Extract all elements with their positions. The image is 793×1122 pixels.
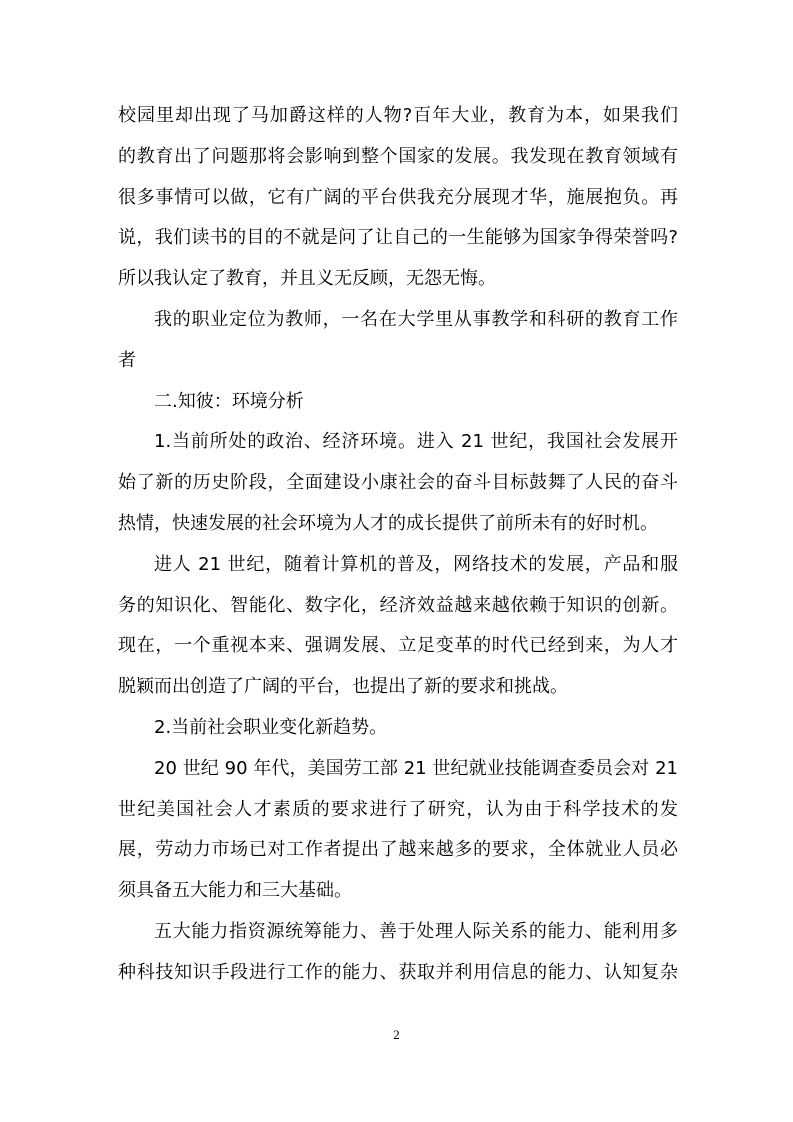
text-line: 务的知识化、智能化、数字化，经济效益越来越依赖于知识的创新。 xyxy=(118,594,678,616)
text-line: 很多事情可以做，它有广阔的平台供我充分展现才华，施展抱负。再 xyxy=(118,186,678,208)
text-line: 二.知彼：环境分析 xyxy=(154,390,304,412)
text-line: 须具备五大能力和三大基础。 xyxy=(118,880,352,902)
text-line: 进人 21 世纪，随着计算机的普及，网络技术的发展，产品和服 xyxy=(154,553,678,575)
text-line: 1.当前所处的政治、经济环境。进入 21 世纪，我国社会发展开 xyxy=(154,431,678,453)
text-line: 种科技知识手段进行工作的能力、获取并利用信息的能力、认知复杂 xyxy=(118,961,678,983)
text-line: 所以我认定了教育，并且义无反顾，无怨无悔。 xyxy=(118,268,496,290)
text-line: 校园里却出现了马加爵这样的人物?百年大业，教育为本，如果我们 xyxy=(118,105,678,126)
text-line: 始了新的历史阶段，全面建设小康社会的奋斗目标鼓舞了人民的奋斗 xyxy=(118,472,678,494)
text-line: 2.当前社会职业变化新趋势。 xyxy=(154,716,388,738)
text-line: 世纪美国社会人才素质的要求进行了研究，认为由于科学技术的发 xyxy=(118,798,678,820)
text-line: 现在，一个重视本来、强调发展、立足变革的时代已经到来，为人才 xyxy=(118,635,678,657)
text-line: 五大能力指资源统筹能力、善于处理人际关系的能力、能利用多 xyxy=(154,920,678,942)
text-line: 脱颖而出创造了广阔的平台，也提出了新的要求和挑战。 xyxy=(118,676,568,698)
text-line: 我的职业定位为教师，一名在大学里从事教学和科研的教育工作 xyxy=(154,308,678,330)
page-number: 2 xyxy=(393,1027,400,1042)
text-line: 展，劳动力市场已对工作者提出了越来越多的要求，全体就业人员必 xyxy=(118,839,678,861)
text-line: 的教育出了问题那将会影响到整个国家的发展。我发现在教育领域有 xyxy=(118,145,678,167)
text-line: 热情，快速发展的社会环境为人才的成长提供了前所未有的好时机。 xyxy=(118,512,658,534)
text-line: 者 xyxy=(118,349,136,371)
body-text xyxy=(118,96,678,994)
text-line: 20 世纪 90 年代，美国劳工部 21 世纪就业技能调查委员会对 21 xyxy=(154,757,678,779)
text-line: 说，我们读书的目的不就是问了让自己的一生能够为国家争得荣誉吗? xyxy=(118,227,678,249)
